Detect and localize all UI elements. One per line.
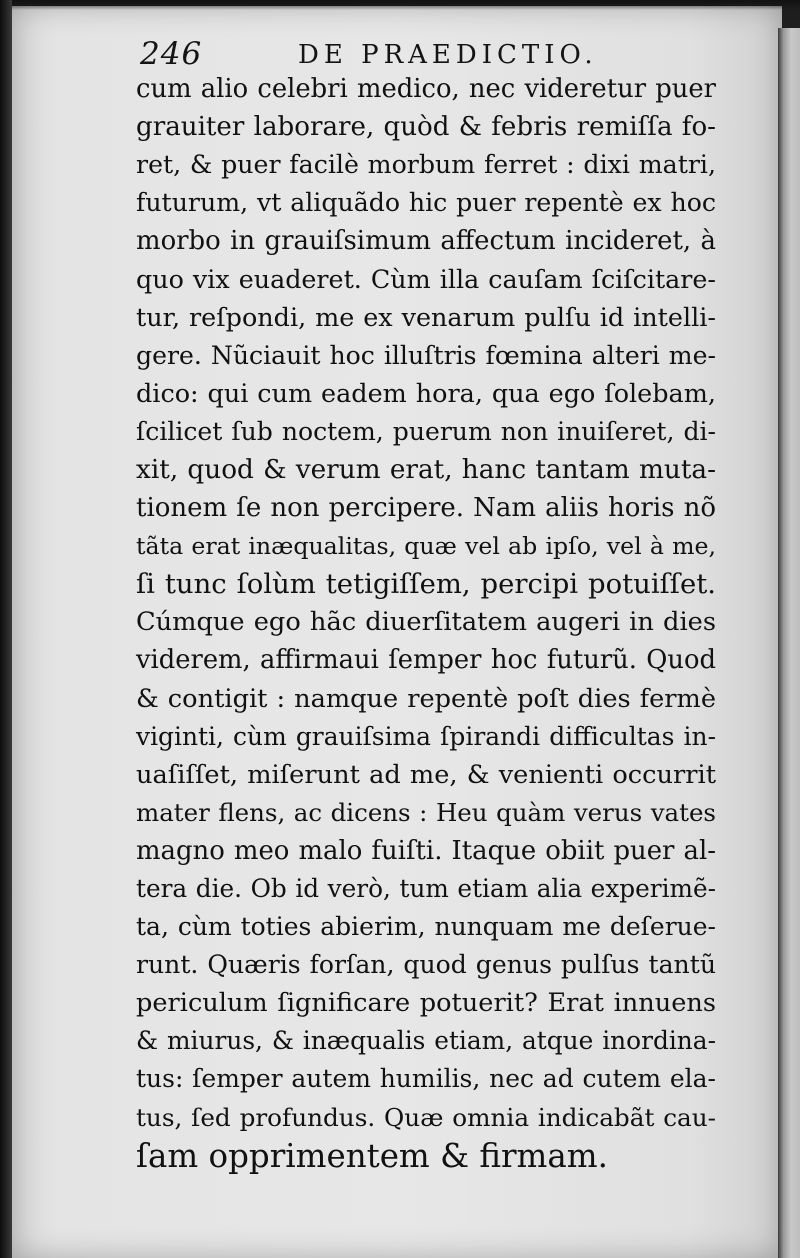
text-line: viderem, affirmaui ſemper hoc futurũ. Quod <box>136 645 716 676</box>
running-title: DE PRAEDICTIO. <box>298 40 598 70</box>
text-line: viginti, cùm grauiſsima ſpirandi difficultas in- <box>136 721 716 751</box>
text-line: tãta erat inæqualitas, quæ vel ab ipſo, vel à me, <box>136 532 716 561</box>
text-line: morbo in grauiſsimum affectum incideret, à <box>136 226 716 257</box>
text-line: & contigit : namque repentè poſt dies fermè <box>136 683 716 714</box>
text-line: periculum ſignificare potuerit? Erat innuens <box>136 988 716 1019</box>
text-line: ret, & puer facilè morbum ferret : dixi matri, <box>136 150 716 180</box>
text-line: ſam opprimentem & firmam. <box>136 1136 608 1175</box>
text-line: ta, cùm toties abierim, nunquam me deſerue- <box>136 912 716 942</box>
body-text <box>136 70 716 1175</box>
text-line: quo vix euaderet. Cùm illa cauſam ſciſcitare- <box>136 264 716 295</box>
text-line: grauiter laborare, quòd & febris remiſſa fo- <box>136 112 716 143</box>
text-line: & miurus, & inæqualis etiam, atque inordina- <box>136 1026 716 1056</box>
text-line: runt. Quæris forſan, quod genus pulſus tantũ <box>136 950 716 980</box>
text-line: tus, ſed profundus. Quæ omnia indicabãt cau- <box>136 1102 716 1132</box>
running-head <box>128 32 708 72</box>
text-line: tera die. Ob id verò, tum etiam alia experimẽ- <box>136 873 716 903</box>
left-gutter <box>0 0 12 1258</box>
text-line: uaſiſſet, miſerunt ad me, & venienti occurrit <box>136 759 716 790</box>
text-line: gere. Nũciauit hoc illuſtris fœmina alteri me- <box>136 340 716 370</box>
text-line: ſi tunc ſolùm tetigiſſem, percipi potuiſſet. <box>136 568 716 601</box>
text-line: mater flens, ac dicens : Heu quàm verus vates <box>136 797 716 827</box>
facing-page-edge <box>778 28 800 1258</box>
text-line: tus: ſemper autem humilis, nec ad cutem ela- <box>136 1064 716 1094</box>
text-line: Cúmque ego hãc diuerſitatem augeri in dies <box>136 607 716 638</box>
text-line: tionem ſe non percipere. Nam aliis horis nõ <box>136 493 716 524</box>
text-line: dico: qui cum eadem hora, qua ego ſolebam, <box>136 378 716 409</box>
text-line: ſcilicet ſub noctem, puerum non inuiſeret, di- <box>136 416 716 446</box>
top-edge-shadow <box>12 0 800 10</box>
text-line: futurum, vt aliquãdo hic puer repentè ex hoc <box>136 188 716 218</box>
text-line: cum alio celebri medico, nec videretur puer <box>136 74 716 104</box>
text-line: tur, reſpondi, me ex venarum pulſu id intelli- <box>136 302 716 333</box>
text-line: xit, quod & verum erat, hanc tantam muta- <box>136 454 716 485</box>
text-line: magno meo malo fuiſti. Itaque obiit puer al- <box>136 835 716 866</box>
page-number: 246 <box>140 36 203 72</box>
